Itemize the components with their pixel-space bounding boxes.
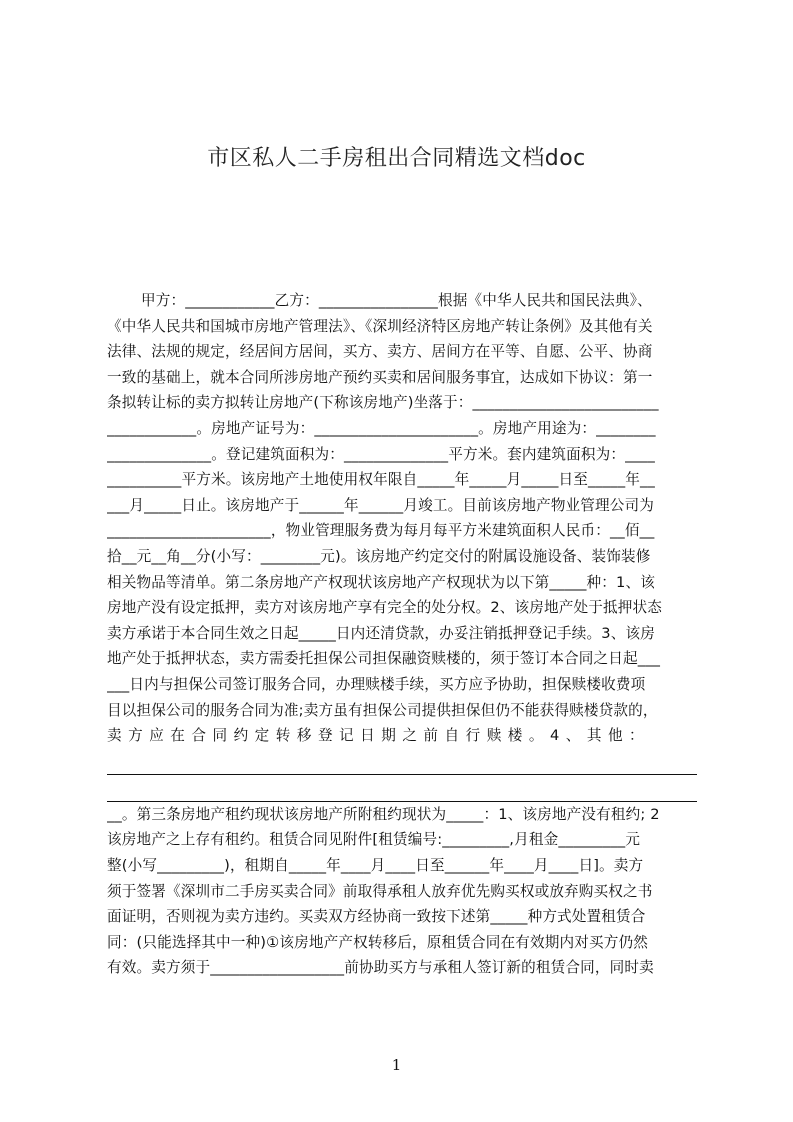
body-line: 房地产没有设定抵押，卖方对该房地产享有完全的处分权。2、该房地产处于抵押状态	[107, 599, 662, 617]
body-line: 目以担保公司的服务合同为准;卖方虽有担保公司提供担保但仍不能获得赎楼贷款的，	[107, 701, 658, 719]
body-line: 卖方承诺于本合同生效之日起_____日内还清贷款，办妥注销抵押登记手续。3、该房	[107, 624, 655, 642]
body-line: 一致的基础上，就本合同所涉房地产预约买卖和居间服务事宜，达成如下协议：第一	[107, 368, 653, 386]
body-line: ___月_____日止。该房地产于______年______月竣工。目前该房地产物业管理公司为	[107, 496, 655, 514]
body-line: 整(小写_________)，租期自_____年____月____日至______年____月____日]。卖方	[107, 857, 644, 875]
body-line: 须于签署《深圳市二手房买卖合同》前取得承租人放弃优先购买权或放弃购买权之书	[107, 882, 653, 900]
page-number: 1	[391, 1056, 402, 1074]
body-line: __。第三条房地产租约现状该房地产所附租约现状为_____：1、该房地产没有租约; 2	[107, 805, 660, 823]
body-line: 条拟转让标的卖方拟转让房地产(下称该房地产)坐落于：_________________________	[107, 394, 659, 412]
body-line: 该房地产之上存有租约。租赁合同见附件[租赁编号:_________,月租金_________元	[107, 831, 641, 849]
body-line: ___日内与担保公司签订服务合同，办理赎楼手续，买方应予协助，担保赎楼收费项	[107, 675, 646, 693]
body-line: 拾__元__角__分(小写：________元)。该房地产约定交付的附属设施设备、装饰装修	[107, 547, 651, 565]
document-title: 市区私人二手房租出合同精选文档doc	[207, 146, 586, 171]
body-line: 同：(只能选择其中一种)①该房地产产权转移后，原租赁合同在有效期内对买方仍然	[107, 933, 648, 951]
body-line: ______________________，物业管理服务费为每月每平方米建筑面积人民币：__佰__	[107, 522, 655, 540]
document-body	[107, 288, 697, 981]
body-line: 相关物品等清单。第二条房地产产权现状该房地产产权现状为以下第_____种：1、该	[107, 573, 655, 591]
body-line: 甲方：____________乙方：________________根据《中华人民共和国民法典》、	[141, 292, 652, 309]
body-line: 面证明，否则视为卖方违约。买卖双方经协商一致按下述第_____种方式处置租赁合	[107, 908, 646, 926]
body-line: ______________。登记建筑面积为：______________平方米。套内建筑面积为：____	[107, 445, 655, 463]
body-line: ____________。房地产证号为：______________________。房地产用途为：________	[107, 419, 656, 437]
body-line: 法律、法规的规定，经居间方居间，买方、卖方、居间方在平等、自愿、公平、协商	[107, 343, 653, 361]
body-line: 卖方应在合同约定转移登记日期之前自行赎楼。4、其他：	[107, 727, 651, 745]
body-line: 有效。卖方须于__________________前协助买方与承租人签订新的租赁合同，同时卖	[107, 959, 654, 977]
blank-rule-line	[107, 775, 697, 802]
blank-rule-line	[107, 749, 697, 776]
body-line: __________平方米。该房地产土地使用权年限自_____年_____月_____日至_____年__	[107, 471, 655, 489]
body-line: 《中华人民共和国城市房地产管理法》、《深圳经济特区房地产转让条例》及其他有关	[107, 317, 653, 335]
body-line: 地产处于抵押状态，卖方需委托担保公司担保融资赎楼的，须于签订本合同之日起___	[107, 650, 661, 668]
